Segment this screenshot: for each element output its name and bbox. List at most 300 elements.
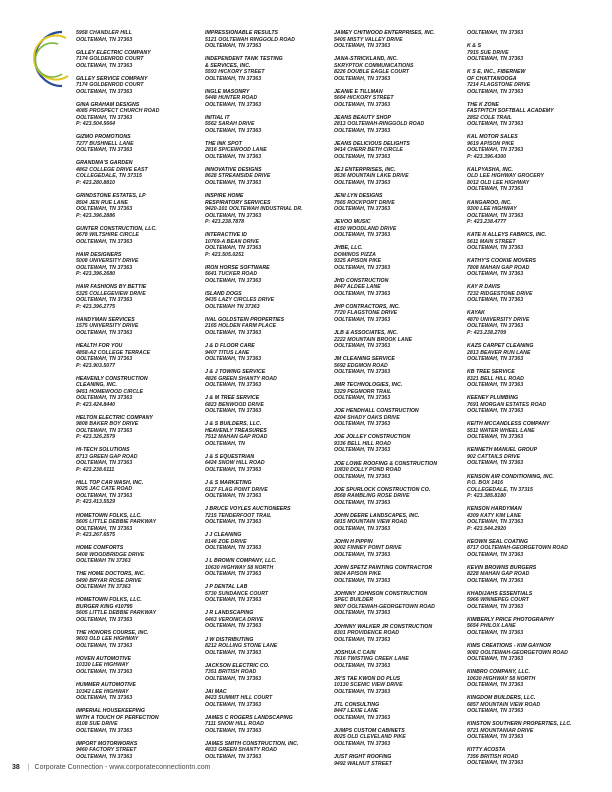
entry-business-name: THE HONORS COURSE, INC. <box>76 629 149 636</box>
listing-entry <box>334 591 462 617</box>
entry-city: OOLTEWAH, TN 37363 <box>76 88 133 95</box>
entry-city: COLLEGEDALE, TN 37315 <box>467 486 533 493</box>
listing-entry <box>467 474 595 500</box>
entry-dba: SPEC BUILDER <box>334 597 374 604</box>
listing-entry <box>467 284 595 304</box>
entry-address: 7111 SNOW HILL ROAD <box>205 721 264 728</box>
entry-business-name-cont: WITH A TOUCH OF PERFECTION <box>76 714 159 721</box>
entry-business-name: HILL TOP CAR WASH, INC. <box>76 479 144 486</box>
entry-business-name: JEANS BEAUTY SHOP <box>334 114 391 121</box>
entry-address: 10769-A BEAN DRIVE <box>205 238 260 245</box>
entry-address: 7277 BUSHNELL LANE <box>76 140 134 147</box>
listing-entry <box>76 415 204 441</box>
listing-entry <box>334 624 462 644</box>
entry-address: 5511 WATER WHEEL LANE <box>467 427 535 434</box>
entry-address: 9619 APISON PIKE <box>467 140 515 147</box>
listing-entry <box>467 617 595 637</box>
listing-entry <box>76 76 204 96</box>
entry-business-name: KAL MOTOR SALES <box>467 134 518 141</box>
entry-address: 5008 UNIVERSITY DRIVE <box>76 258 139 265</box>
entry-city: OOLTEWAH, TN 37363 <box>467 245 524 252</box>
entry-city: OOLTEWAH, TN 37363 <box>205 675 262 682</box>
entry-address: 5490 BRYAR ROSE DRIVE <box>76 577 142 584</box>
entry-business-name: J & D FLOOR CARE <box>205 343 255 350</box>
entry-city: OOLTEWAH, TN 37363 <box>205 701 262 708</box>
listing-entry <box>76 160 204 186</box>
listing-entry <box>334 330 462 350</box>
entry-city: OOLTEWAH, TN 37363 <box>205 43 262 49</box>
entry-phone: P: 423.326.2579 <box>76 434 116 441</box>
listing-entry <box>467 343 595 363</box>
entry-city: OOLTEWAH, TN 37363 <box>76 492 133 499</box>
listing-entry <box>205 141 333 161</box>
entry-address: 5448 HUNTER ROAD <box>205 95 258 102</box>
entry-business-name: JOHN H PIPPIN <box>334 538 373 545</box>
entry-city: OOLTEWAH, TN 37363 <box>205 466 262 473</box>
entry-phone: P: 423.238.6111 <box>76 466 115 473</box>
entry-city: OOLTEWAH, TN 37363 <box>76 427 133 434</box>
entry-address: 4309 KATY KIM LANE <box>467 512 522 519</box>
listing-entry <box>205 584 333 604</box>
entry-business-name: KINGDOM BUILDERS, LLC. <box>467 695 536 702</box>
entry-phone: P: 423.385.8180 <box>467 493 507 499</box>
listing-entry <box>334 89 462 109</box>
listing-entry <box>467 200 595 226</box>
entry-business-name: KINBRO COMPANY, LLC. <box>467 669 530 676</box>
listing-entry <box>467 43 595 63</box>
listing-entry <box>334 539 462 559</box>
entry-address: 5641 TUCKER ROAD <box>205 271 258 278</box>
entry-city: OOLTEWAH, TN 37363 <box>76 62 133 69</box>
entry-phone: P: 423.238.7878 <box>205 219 245 226</box>
entry-business-name: KITTY ACOSTA <box>467 747 506 754</box>
listing-entry <box>205 343 333 363</box>
listing-entry <box>334 650 462 670</box>
entry-address: 4826 GREEN SHANTY ROAD <box>205 375 277 382</box>
entry-city: OOLTEWAH, TN 37363 <box>76 36 133 43</box>
entry-business-name: HANDYMAN SERVICES <box>76 316 135 323</box>
entry-business-name: KENSON HARDYMAN <box>467 506 522 513</box>
entry-business-name: JTL CONSULTING <box>334 701 380 708</box>
entry-business-name: JOHN DEERE LANDSCAPES, INC. <box>334 512 420 519</box>
entry-business-name: KALPYASHA, INC. <box>467 166 513 173</box>
entry-business-name: J & M TREE SERVICE <box>205 395 260 402</box>
entry-business-name: JM CLEANING SERVICE <box>334 356 395 363</box>
entry-address: 8628 STREAMSIDE DRIVE <box>205 173 271 180</box>
entry-business-name: HEAVENLY CONSTRUCTION <box>76 375 148 382</box>
listing-entry <box>334 115 462 135</box>
listing-entry <box>334 219 462 239</box>
listing-entry <box>76 447 204 473</box>
entry-city: OOLTEWAH, TN 37363 <box>76 695 133 702</box>
listing-entry <box>467 447 595 467</box>
entry-business-name: KATHY'S COOKIE MOVERS <box>467 258 537 265</box>
listing-entry <box>76 480 204 506</box>
entry-business-name: GRINDSTONE ESTATES, LP <box>76 193 146 200</box>
entry-city: OOLTEWAH, TN 37363 <box>76 206 133 213</box>
entry-business-name: HUMMER AUTOMOTIVE <box>76 682 136 689</box>
entry-business-name: JUMPS CUSTOM CABINETS <box>334 727 405 734</box>
listing-entry <box>205 637 333 657</box>
entry-city: OOLTEWAH, TN 37363 <box>205 571 262 578</box>
entry-business-name: J L BROWN COMPANY, LLC. <box>205 558 277 565</box>
entry-city: OOLTEWAH, TN 37363 <box>205 727 262 734</box>
entry-city: OOLTEWAH, TN 37363 <box>334 740 391 747</box>
listing-entry <box>76 252 204 278</box>
entry-address: 9435 LAZY CIRCLES DRIVE <box>205 297 275 304</box>
page-number: 38 <box>12 764 20 771</box>
entry-city: OOLTEWAH, TN 37363 <box>467 271 524 278</box>
entry-address: 5692 EDGMON ROAD <box>334 362 388 369</box>
entry-city: OOLTEWAH, TN 37363 <box>467 56 524 63</box>
entry-city: OOLTEWAH, TN 37363 <box>467 356 524 363</box>
listing-entry <box>334 728 462 748</box>
entry-business-name: IVAL GOLDSTEIN PROPERTIES <box>205 316 285 323</box>
entry-address: 8717 OOLTEWAH-GEORGETOWN ROAD <box>467 545 568 552</box>
entry-city: OOLTEWAH, TN 37363 <box>467 382 524 389</box>
entry-address: 902 CATTAILS DRIVE <box>467 453 521 460</box>
entry-city: OOLTEWAH, TN 37363 <box>334 577 391 584</box>
listing-entry <box>467 695 595 715</box>
listing-entry <box>334 408 462 428</box>
entry-business-name: JOHN SPETZ PAINTING CONTRACTOR <box>334 564 433 571</box>
entry-city: OOLTEWAH, TN 37363 <box>334 395 391 402</box>
entry-address: 9492 WALNUT STREET <box>334 760 392 767</box>
entry-business-name: HELTON ELECTRIC COMPANY <box>76 414 153 421</box>
entry-city: OOLTEWAH, TN 37363 <box>205 127 262 134</box>
entry-address: 8504 JEN RUE LANE <box>76 199 128 206</box>
entry-city: OOLTEWAH, TN 37363 <box>205 179 262 186</box>
entry-dba: DOMINOS PIZZA <box>334 251 376 258</box>
entry-city: OOLTEWAH, TN 37363 <box>205 545 262 552</box>
entry-business-name: J & J TOWING SERVICE <box>205 369 266 376</box>
listing-entry <box>76 708 204 734</box>
entry-business-name: J BRUCE VOYLES AUCTIONEERS <box>205 506 291 513</box>
listing-entry <box>467 395 595 415</box>
entry-business-name: KEENEY PLUMBING <box>467 395 519 402</box>
entry-city: OOLTEWAH, TN 37363 <box>467 147 524 154</box>
entry-business-name-cont: BURGER KING #10795 <box>76 603 133 610</box>
entry-city: OOLTEWAH, TN 37363 <box>76 356 133 363</box>
listing-entry <box>76 50 204 70</box>
entry-city: OOLTEWAH, TN 37363 <box>334 75 391 82</box>
entry-city: OOLTEWAH, TN 37363 <box>76 642 133 649</box>
entry-address: 5654 PHILOX LANE <box>467 623 516 630</box>
entry-address: 9603 OLD LEE HIGHWAY <box>76 636 139 643</box>
entry-business-name: KEOWN SEAL COATING <box>467 538 528 545</box>
entry-address: 4833 GREEN SHANTY ROAD <box>205 747 277 754</box>
listing-entry <box>76 343 204 369</box>
entry-business-name: INDEPENDENT TANK TESTING <box>205 56 283 63</box>
entry-city: OOLTEWAH, TN 37363 <box>467 577 524 584</box>
entry-business-name: J P DENTAL LAB <box>205 584 248 591</box>
entry-business-name: JEJ ENTERPRISES, INC. <box>334 166 396 173</box>
entry-business-name: GRANDMA'S GARDEN <box>76 160 133 167</box>
entry-address: 7808 MAHAN GAP ROAD <box>467 264 530 271</box>
entry-address: 9536 MOUNTAIN LAKE DRIVE <box>334 173 409 180</box>
entry-business-name: HOMETOWN FOLKS, LLC. <box>76 597 142 604</box>
entry-business-name: INSPIRE HOME <box>205 193 244 200</box>
entry-address: 8012 OLD LEE HIGHWAY <box>467 179 530 186</box>
entry-business-name: KANGAROO, INC. <box>467 199 512 206</box>
entry-business-name: JAMEY CHITWOOD ENTERPRISES, INC. <box>334 30 435 36</box>
listing-entry <box>76 317 204 337</box>
entry-address: 8025 OLD CLEVELAND PIKE <box>334 734 406 741</box>
listing-entry <box>467 102 595 128</box>
corporate-connection-logo <box>18 24 78 94</box>
listing-entry <box>76 102 204 128</box>
listing-entry <box>467 232 595 252</box>
entry-address: 8146 ZOE DRIVE <box>205 538 247 545</box>
listing-entry <box>334 56 462 82</box>
entry-business-name: JEANS DELICIOUS DELIGHTS <box>334 140 410 147</box>
entry-address: 8568 RAMBLING ROSE DRIVE <box>334 493 410 500</box>
entry-city: OOLTEWAH, TN 37363 <box>467 629 524 636</box>
entry-business-name: IMPRESSIONABLE RESULTS <box>205 30 279 36</box>
entry-city: OOLTEWAH TN 37363 <box>205 303 260 310</box>
entry-address: 8228 MAHAN GAP ROAD <box>467 571 530 578</box>
listing-entry <box>205 480 333 500</box>
entry-city: OOLTEWAH, TN 37363 <box>467 30 524 36</box>
listing-entry <box>205 317 333 337</box>
entry-address: 9678 WILTSHIRE CIRCLE <box>76 232 139 239</box>
listing-entry <box>334 141 462 161</box>
entry-city: OOLTEWAH, TN 37363 <box>205 212 262 219</box>
listing-entry <box>205 454 333 474</box>
entry-city: OOLTEWAH, TN 37363 <box>467 323 524 330</box>
entry-address: 5611 MAIN STREET <box>467 238 516 245</box>
entry-phone: P: 423.238.4777 <box>467 219 507 226</box>
entry-city: OOLTEWAH, TN 37363 <box>205 649 262 656</box>
listing-column-1 <box>76 30 204 767</box>
entry-city: OOLTEWAH, TN 37363 <box>334 101 391 108</box>
entry-city: OOLTEWAH, TN 37363 <box>334 551 391 558</box>
entry-address: 6823 BENWOOD DRIVE <box>205 401 264 408</box>
entry-city: OOLTEWAH, TN 37363 <box>467 186 524 193</box>
entry-business-name: GUNTER CONSTRUCTION, LLC. <box>76 225 157 232</box>
listing-entry <box>334 461 462 481</box>
entry-address: 5408 WOODBRIDGE DRIVE <box>76 551 145 558</box>
listing-entry <box>467 30 595 37</box>
listing-entry <box>76 571 204 591</box>
entry-phone: P: 423.396.2775 <box>76 303 116 310</box>
listing-entry <box>205 532 333 552</box>
entry-address: 2222 MOUNTAIN BROOK LANE <box>334 336 413 343</box>
entry-business-name-cont: CLEANING, INC. <box>76 382 118 389</box>
listing-entry <box>205 56 333 82</box>
entry-address: 9414 CHERR BETH CIRCLE <box>334 147 403 154</box>
entry-city: OOLTEWAH, TN 37363 <box>76 297 133 304</box>
entry-address: 7512 MAHAN GAP ROAD <box>205 434 268 441</box>
entry-phone: P: 423.238.2709 <box>467 329 507 336</box>
entry-business-name: GINA GRAHAM DESIGNS <box>76 101 140 108</box>
entry-business-name: THE K ZONE <box>467 101 499 108</box>
entry-business-name: JOE SPURLOCK CONSTRUCTION CO. <box>334 486 431 493</box>
entry-phone: P: 423.280.8810 <box>76 179 116 186</box>
listing-entry <box>467 258 595 278</box>
entry-city: OOLTEWAH, TN 37363 <box>334 473 391 480</box>
entry-business-name: IMPORT MOTORWORKS <box>76 740 138 747</box>
entry-business-name: HEALTH FOR YOU <box>76 343 123 350</box>
listing-column-2 <box>205 30 333 767</box>
listing-entry <box>205 232 333 258</box>
entry-city: OOLTEWAH, TN 37363 <box>76 329 133 336</box>
entry-address: 5405 MISTY VALLEY DRIVE <box>334 36 403 43</box>
entry-city: OOLTEWAH, TN 37363 <box>467 519 524 526</box>
entry-business-name-cont: & SERVICES, INC. <box>205 62 251 69</box>
listing-entry <box>205 115 333 135</box>
entry-phone: P: 423.396.2886 <box>76 212 116 219</box>
entry-city: OOLTEWAH, TN 37363 <box>205 597 262 604</box>
entry-address: 9002 FINNEY POINT DRIVE <box>334 545 402 552</box>
entry-business-name-cont: OF CHATTANOOGA <box>467 75 517 82</box>
entry-city: OOLTEWAH, TN 37363 <box>205 493 262 499</box>
entry-business-name: HOVEN AUTOMOTIVE <box>76 655 131 662</box>
entry-address: 5593 HICKORY STREET <box>205 69 265 76</box>
entry-city: OOLTEWAH, TN 37363 <box>467 656 524 663</box>
entry-phone: P: 423.267.6575 <box>76 532 116 538</box>
entry-city: OOLTEWAH, TN 37363 <box>467 603 524 610</box>
entry-address: 4204 SHADY OAKS DRIVE <box>334 414 400 421</box>
entry-business-name: GIZMO PROMOTIONS <box>76 134 131 141</box>
listing-entry <box>205 741 333 761</box>
listing-entry <box>467 506 595 532</box>
listing-entry <box>205 395 333 415</box>
entry-phone: P: 423.396.4300 <box>467 153 507 160</box>
entry-city: OOLTEWAH, TN 37363 <box>205 153 262 160</box>
entry-business-name: INNOVATIVE DESIGNS <box>205 166 262 173</box>
entry-phone: P: 423.424.8440 <box>76 401 116 408</box>
entry-business-name: HOMETOWN FOLKS, LLC. <box>76 512 142 519</box>
listing-entry <box>467 539 595 559</box>
listing-entry <box>205 193 333 226</box>
entry-business-name: HI-TECH SOLUTIONS <box>76 447 130 454</box>
entry-city: OOLTEWAH, TN 37363 <box>467 434 524 441</box>
footer-website-link[interactable]: www.corporateconnectiontn.com <box>109 764 211 771</box>
entry-city: OOLTEWAH, TN 37363 <box>334 525 391 532</box>
entry-city: OOLTEWAH, TN 37363 <box>467 212 524 219</box>
listing-entry <box>205 265 333 285</box>
listing-entry <box>334 382 462 402</box>
entry-city: OOLTEWAH, TN 37363 <box>467 121 524 128</box>
entry-city: OOLTEWAH, TN 37363 <box>76 668 133 675</box>
entry-phone: P: 423.396.2680 <box>76 271 116 278</box>
entry-address: 10342 LEE HIGHWAY <box>76 688 129 695</box>
entry-address: 4862 COLLEGE DRIVE EAST <box>76 166 148 173</box>
entry-business-name: JOE LOWE ROOFING & CONSTRUCTION <box>334 460 437 467</box>
entry-business-name: KENSON AIR CONDITIONING, INC. <box>467 473 554 480</box>
listing-entry <box>205 167 333 187</box>
entry-address: 7351 BRITISH ROAD <box>205 669 257 676</box>
entry-business-name: KAZS CARPET CLEANING <box>467 343 534 350</box>
entry-city: OOLTEWAH, TN 37363 <box>334 153 391 160</box>
listing-entry <box>76 545 204 565</box>
entry-address: 7691 MORGAN ESTATES ROAD <box>467 401 547 408</box>
listing-entry <box>467 643 595 663</box>
entry-city: OOLTEWAH TN 37363 <box>76 584 131 591</box>
page-footer <box>12 764 210 771</box>
listing-entry <box>467 669 595 689</box>
entry-address: 10330 LEE HIGHWAY <box>76 662 129 669</box>
entry-city: OOLTEWAH, TN 37363 <box>334 714 391 721</box>
entry-business-name: KB TREE SERVICE <box>467 369 515 376</box>
entry-business-name: KIMS CREATIONS - KIM GAYNOR <box>467 643 551 650</box>
entry-phone: P: 423.544.2920 <box>467 525 507 532</box>
entry-city: OOLTEWAH, TN 37363 <box>334 232 391 239</box>
entry-city: OOLTEWAH, TN 37363 <box>76 727 133 734</box>
listing-entry <box>76 656 204 676</box>
listing-entry <box>205 30 333 50</box>
entry-city: OOLTEWAH, TN 37363 <box>334 447 391 454</box>
entry-address: 9808 BAKER BOY DRIVE <box>76 421 139 428</box>
listing-entry <box>334 30 462 50</box>
entry-city: OOLTEWAH, TN 37363 <box>334 206 391 213</box>
entry-city: OOLTEWAH, TN 37363 <box>76 525 133 532</box>
listing-entry <box>467 69 595 95</box>
listing-entry <box>334 278 462 298</box>
entry-address: 4858-A2 COLLEGE TERRACE <box>76 349 151 356</box>
listing-entry <box>76 376 204 409</box>
listing-entry <box>76 513 204 539</box>
listing-entry <box>334 487 462 507</box>
listing-entry <box>334 754 462 767</box>
listing-entry <box>76 597 204 623</box>
entry-city: OOLTEWAH, TN 37363 <box>334 610 391 617</box>
entry-address: 9824 APISON PIKE <box>334 571 382 578</box>
entry-address: 6857 MOUNTAIN VIEW ROAD <box>467 701 541 708</box>
listing-entry <box>76 284 204 310</box>
entry-business-name: JAI MAC <box>205 688 227 695</box>
entry-address: 9082 OOLTEWAH-GEORGETOWN ROAD <box>467 649 568 656</box>
entry-address: 2813 BEAVER RUN LANE <box>467 349 531 356</box>
entry-city: OOLTEWAH, TN 37363 <box>467 734 524 741</box>
entry-business-name: INGLE MASONRY <box>205 88 250 95</box>
entry-business-name: J R LANDSCAPING <box>205 610 254 617</box>
entry-address: P.O. BOX 1416 <box>467 480 504 486</box>
entry-city: OOLTEWAH, TN 37363 <box>205 382 262 389</box>
entry-business-name: JOE HENDHALL CONSTRUCTION <box>334 408 419 415</box>
entry-city: OOLTEWAH, TN 37363 <box>467 682 524 689</box>
entry-city: OOLTEWAH, TN 37363 <box>76 114 133 121</box>
entry-business-name: KINSTON SOUTHERN PROPERTIES, LLC. <box>467 721 572 728</box>
entry-address: 10830 DOLLY POND ROAD <box>334 467 402 473</box>
entry-address: 5562 SARAH DRIVE <box>205 121 255 128</box>
entry-city: OOLTEWAH, TN 37363 <box>334 421 391 428</box>
listing-entry <box>467 421 595 441</box>
entry-business-name: HOME COMFORTS <box>76 545 124 552</box>
listing-column-4 <box>467 30 595 774</box>
entry-phone: P: 423.413.5529 <box>76 499 116 506</box>
entry-address: 9336 BELL HILL ROAD <box>334 440 391 447</box>
entry-phone: P: 423.504.5664 <box>76 121 116 128</box>
entry-address: 9460 FACTORY STREET <box>76 747 137 754</box>
entry-business-name: JOSHUA C CAIN <box>334 649 376 656</box>
entry-business-name: JHD CONSTRUCTION <box>334 277 389 284</box>
entry-city: OOLTEWAH, TN 37363 <box>205 75 262 82</box>
entry-address: 2852 COLE TRAIL <box>467 114 512 121</box>
entry-address: 4085 PROSPECT CHURCH ROAD <box>76 108 160 115</box>
entry-city: OOLTEWAH TN 37363 <box>76 558 131 565</box>
listing-entry <box>334 434 462 454</box>
listing-entry <box>205 291 333 311</box>
listing-entry <box>467 591 595 611</box>
entry-address: 9420-101 OOLTEWAH INDUSTRIAL DR. <box>205 206 303 213</box>
entry-city: OOLTEWAH, TN 37363 <box>334 369 391 376</box>
entry-address: 2813 OOLTEWAH-RINGGOLD ROAD <box>334 121 425 128</box>
listing-column-3 <box>334 30 462 774</box>
listing-entry <box>467 369 595 389</box>
entry-business-name: KAY R DAVIS <box>467 284 501 291</box>
